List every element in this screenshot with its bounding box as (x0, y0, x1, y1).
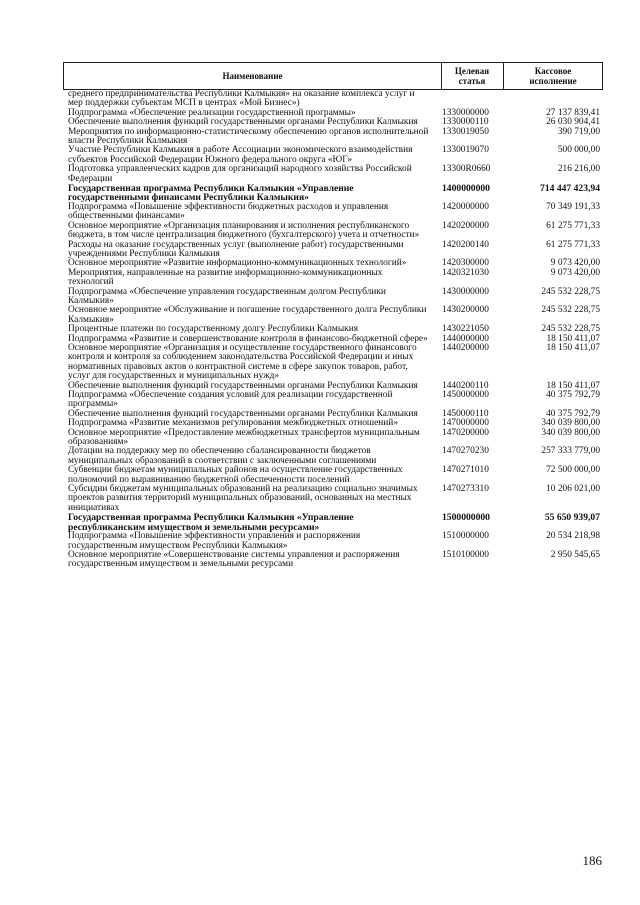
row-name: Основное мероприятие «Развитие информационно-коммуникационных технологий» (68, 258, 407, 269)
row-code: 1330000110 (442, 117, 489, 128)
header-amount-line1: Кассовое (534, 66, 572, 76)
row-amount: 340 039 800,00 (541, 427, 600, 438)
table-row (68, 391, 602, 410)
table-row (68, 269, 602, 288)
row-code: 1420200000 (442, 220, 489, 231)
row-code: 1430000000 (442, 286, 489, 297)
row-name: Обеспечение выполнения функций государственными органами Республики Калмыкия (68, 408, 418, 419)
row-name: Обеспечение выполнения функций государственными органами Республики Калмыкия (68, 380, 418, 391)
row-name: Субвенции бюджетам муниципальных районов на осуществление государственных полномочий по выравниванию бюджетной обеспеченности поселений (68, 465, 403, 485)
table-body (68, 90, 602, 570)
row-code: 1470270230 (442, 446, 489, 457)
row-name: Подпрограмма «Обеспечение реализации государственной программы» (68, 107, 356, 118)
row-amount: 55 650 939,07 (544, 512, 600, 524)
row-amount: 340 039 800,00 (541, 418, 600, 429)
header-amount (504, 63, 602, 89)
row-name: Подпрограмма «Обеспечение управления государственным долгом Республики Калмыкия» (68, 286, 386, 306)
row-code: 1440200110 (442, 380, 489, 391)
row-amount: 26 030 904,41 (546, 117, 600, 128)
row-code: 1450000110 (442, 408, 489, 419)
table-row (68, 165, 602, 184)
table-row (68, 466, 602, 485)
table-row (68, 90, 602, 109)
row-code: 1420200140 (442, 239, 489, 250)
row-code: 1470200000 (442, 427, 489, 438)
row-amount: 390 719,00 (557, 126, 600, 137)
row-code: 1430200000 (442, 305, 489, 316)
table-header (63, 62, 603, 90)
row-name: Государственная программа Республики Калмыкия «Управление республиканским имуществом и земельными ресурсами» (68, 512, 354, 533)
table-row (68, 241, 602, 260)
row-amount: 245 532 228,75 (541, 286, 600, 297)
row-amount: 10 206 021,00 (546, 484, 600, 495)
row-name: Основное мероприятие «Совершенствование системы управления и распоряжения государственным имуществом и земельными ресурсами (68, 549, 400, 570)
row-amount: 216 216,00 (557, 164, 600, 175)
table-row (68, 146, 602, 165)
header-code-line1: Целевая (454, 66, 490, 76)
row-name: Государственная программа Республики Калмыкия «Управление государственными финансами Республики Калмыкия» (68, 183, 354, 204)
page-number: 186 (582, 853, 602, 868)
row-amount: 61 275 771,33 (546, 239, 600, 250)
row-amount: 9 073 420,00 (550, 267, 600, 278)
row-code: 1440000000 (442, 333, 489, 344)
row-name: Подпрограмма «Обеспечение создания условий для реализации государственной программы» (68, 390, 393, 410)
row-name: Мероприятия, направленные на развитие информационно-коммуникационных технологий (68, 267, 383, 288)
row-amount: 72 500 000,00 (546, 465, 600, 476)
row-name: среднего предпринимательства Республики Калмыкия» на оказание комплекса услуг и мер поддержки субъектам МСП в центрах «Мой Бизнес») (68, 89, 415, 109)
table-row (68, 184, 602, 203)
row-code: 1330019050 (442, 126, 489, 137)
table-row (68, 513, 602, 532)
table-row (68, 447, 602, 466)
row-code: 1470000000 (442, 418, 489, 429)
header-name-label: Наименование (222, 71, 283, 81)
row-code: 1510100000 (442, 549, 489, 560)
table-row (68, 551, 602, 570)
row-name: Расходы на оказание государственных услуг (выполнение работ) государственными учреждениями Республики Калмыкия (68, 239, 404, 259)
row-name: Мероприятия по информационно-статистическому обеспечению органов исполнительной власти Республики Калмыкия (68, 126, 429, 147)
row-name: Подготовка управленческих кадров для организаций народного хозяйства Российской Федерации (68, 164, 412, 184)
row-amount: 40 375 792,79 (546, 390, 600, 400)
row-code: 1330000000 (442, 107, 489, 118)
row-amount: 245 532 228,75 (541, 305, 600, 316)
row-code: 1450000000 (442, 390, 489, 400)
header-name (64, 63, 442, 89)
row-name: Подпрограмма «Повышение эффективности управления и распоряжения государственным имуществом Республики Калмыкия» (68, 531, 361, 551)
row-amount: 18 150 411,07 (546, 333, 600, 344)
table-row (68, 429, 602, 448)
table-row (68, 485, 602, 513)
row-amount: 61 275 771,33 (546, 220, 600, 231)
row-code: 1470273310 (442, 484, 489, 495)
row-name: Основное мероприятие «Организация и осуществление государственного финансового контроля и контроля за соблюдением законодательства Российской Федерации и иных нормативных правовых актов о контрактной системе в сфере закупок товаров, работ, услуг для государственных и муниципальных нужд» (68, 342, 417, 382)
row-amount: 500 000,00 (557, 145, 600, 156)
row-name: Основное мероприятие «Организация планирования и исполнения республиканского бюджета, в том числе централизация бюджетного (бухгалтерского) учета и отчетности» (68, 220, 420, 241)
row-amount: 18 150 411,07 (546, 380, 600, 391)
row-name: Основное мероприятие «Обслуживание и погашение государственного долга Республики Калмыкия» (68, 305, 427, 325)
row-name: Процентные платежи по государственному долгу Республики Калмыкия (68, 324, 359, 335)
row-amount: 70 349 191,33 (546, 201, 600, 212)
table-row (68, 344, 602, 382)
table-row (68, 306, 602, 325)
row-name: Подпрограмма «Развитие и совершенствование контроля в финансово-бюджетной сфере» (68, 333, 428, 344)
row-name: Дотации на поддержку мер по обеспечению сбалансированности бюджетов муниципальных образований в соответствии с заключенными соглашениями (68, 446, 377, 466)
row-name: Подпрограмма «Развитие механизмов регулирования межбюджетных отношений» (68, 418, 399, 429)
row-name: Участие Республики Калмыкия в работе Ассоциации экономического взаимодействия субъектов Российской Федерации Южного федерального округа «ЮГ» (68, 145, 413, 165)
row-code: 13300R0660 (442, 164, 491, 175)
row-amount: 18 150 411,07 (546, 342, 600, 353)
row-code: 1420000000 (442, 201, 489, 212)
row-amount: 27 137 839,41 (546, 107, 600, 118)
table-row (68, 203, 602, 222)
row-amount: 20 534 218,98 (546, 531, 600, 542)
row-code: 1420321030 (442, 267, 489, 278)
row-amount: 9 073 420,00 (550, 258, 600, 269)
table-row (68, 128, 602, 147)
header-code-line2: статья (458, 76, 486, 86)
row-code: 1470271010 (442, 465, 489, 476)
table-row (68, 222, 602, 241)
row-amount: 714 447 423,94 (540, 183, 600, 195)
row-code: 1510000000 (442, 531, 489, 542)
row-code: 1420300000 (442, 258, 489, 269)
row-amount: 257 333 779,00 (541, 446, 600, 457)
row-name: Субсидии бюджетам муниципальных образований на реализацию социально значимых проектов развития территорий муниципальных образований, основанных на местных инициативах (68, 484, 418, 513)
row-name: Основное мероприятие «Предоставление межбюджетных трансфертов муниципальным образованиям» (68, 427, 420, 448)
row-code: 1400000000 (442, 183, 490, 195)
table-row (68, 288, 602, 307)
table-row (68, 532, 602, 551)
row-amount: 2 950 545,65 (550, 549, 600, 560)
row-name: Обеспечение выполнения функций государственными органами Республики Калмыкия (68, 117, 418, 128)
header-code (441, 63, 504, 89)
row-code: 1500000000 (442, 512, 490, 524)
row-code: 1440200000 (442, 342, 489, 353)
row-code: 1330019070 (442, 145, 489, 156)
header-amount-line2: исполнение (529, 76, 577, 86)
row-amount: 40 375 792,79 (546, 408, 600, 419)
row-amount: 245 532 228,75 (541, 324, 600, 335)
row-code: 1430221050 (442, 324, 489, 335)
row-name: Подпрограмма «Повышение эффективности бюджетных расходов и управления общественными финансами» (68, 201, 389, 222)
